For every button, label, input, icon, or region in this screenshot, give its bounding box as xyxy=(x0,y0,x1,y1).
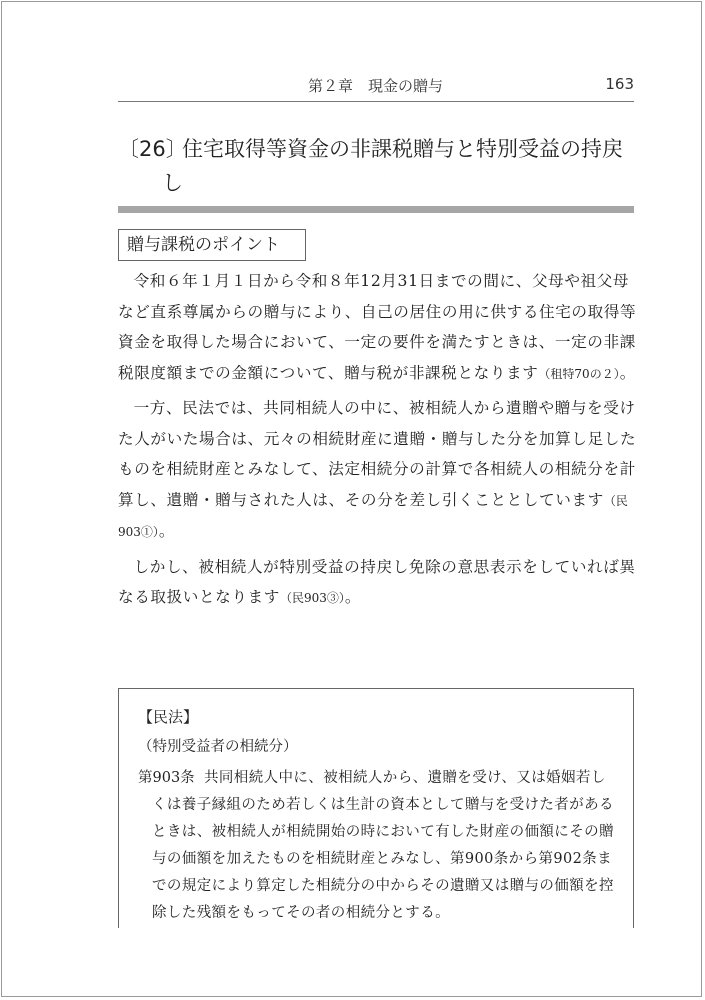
paragraph-end: 。 xyxy=(344,588,362,606)
paragraph xyxy=(118,552,638,614)
paragraph xyxy=(118,266,638,389)
header-rule xyxy=(118,101,634,102)
statute-reference: （租特70の２） xyxy=(538,366,620,381)
article-text: 共同相続人中に、被相続人から、遺贈を受け、又は婚姻若しくは養子縁組のため若しくは生計の資本として贈与を受けた者があるときは、被相続人が相続開始の時において有した財産の価額にその贈与の価額を加えたものを相続財産とみなし、第900条から第902条までの規定により算定した相続分の中からその遺贈又は贈与の価額を控除した残額をもってその者の相続分とする。 xyxy=(152,770,614,921)
heading-bar xyxy=(118,206,634,213)
statute-reference: （民903③） xyxy=(279,591,345,605)
paragraph-text: しかし、被相続人が特別受益の持戻し免除の意思表示をしていれば異なる取扱いとなります xyxy=(118,557,636,606)
point-box: 贈与課税のポイント xyxy=(118,229,306,261)
body-text xyxy=(118,266,638,618)
chapter-title: 第２章 現金の贈与 xyxy=(308,77,444,95)
section-title-line2: し xyxy=(162,171,183,195)
paragraph xyxy=(118,393,638,548)
statute-reference: （民903①） xyxy=(118,493,628,539)
civil-code-article xyxy=(138,765,616,927)
civil-code-title: 【民法】 xyxy=(138,708,199,726)
page-number: 163 xyxy=(605,75,634,93)
paragraph-text: 令和６年１月１日から令和８年12月31日までの間に、父母や祖父母など直系尊属からの贈与により、自己の居住の用に供する住宅の取得等資金を取得した場合において、一定の要件を満たすときは、一定の非課税限度額までの金額について、贈与税が非課税となります xyxy=(118,272,637,382)
article-number: 第903条 xyxy=(138,770,195,786)
paragraph-text: 一方、民法では、共同相続人の中に、被相続人から遺贈や贈与を受けた人がいた場合は、元々の相続財産に遺贈・贈与した分を加算し足したものを相続財産とみなして、法定相続分の計算で各相続人の相続分を計算し、遺贈・贈与された人は、その分を差し引くこととしています xyxy=(118,399,637,509)
civil-code-subtitle: （特別受益者の相続分） xyxy=(138,739,298,755)
section-number: 〔26〕 xyxy=(118,137,187,161)
paragraph-end: 。 xyxy=(619,363,636,382)
section-title-line1: 住宅取得等資金の非課税贈与と特別受益の持戻 xyxy=(182,137,623,161)
paragraph-end: 。 xyxy=(158,522,176,540)
